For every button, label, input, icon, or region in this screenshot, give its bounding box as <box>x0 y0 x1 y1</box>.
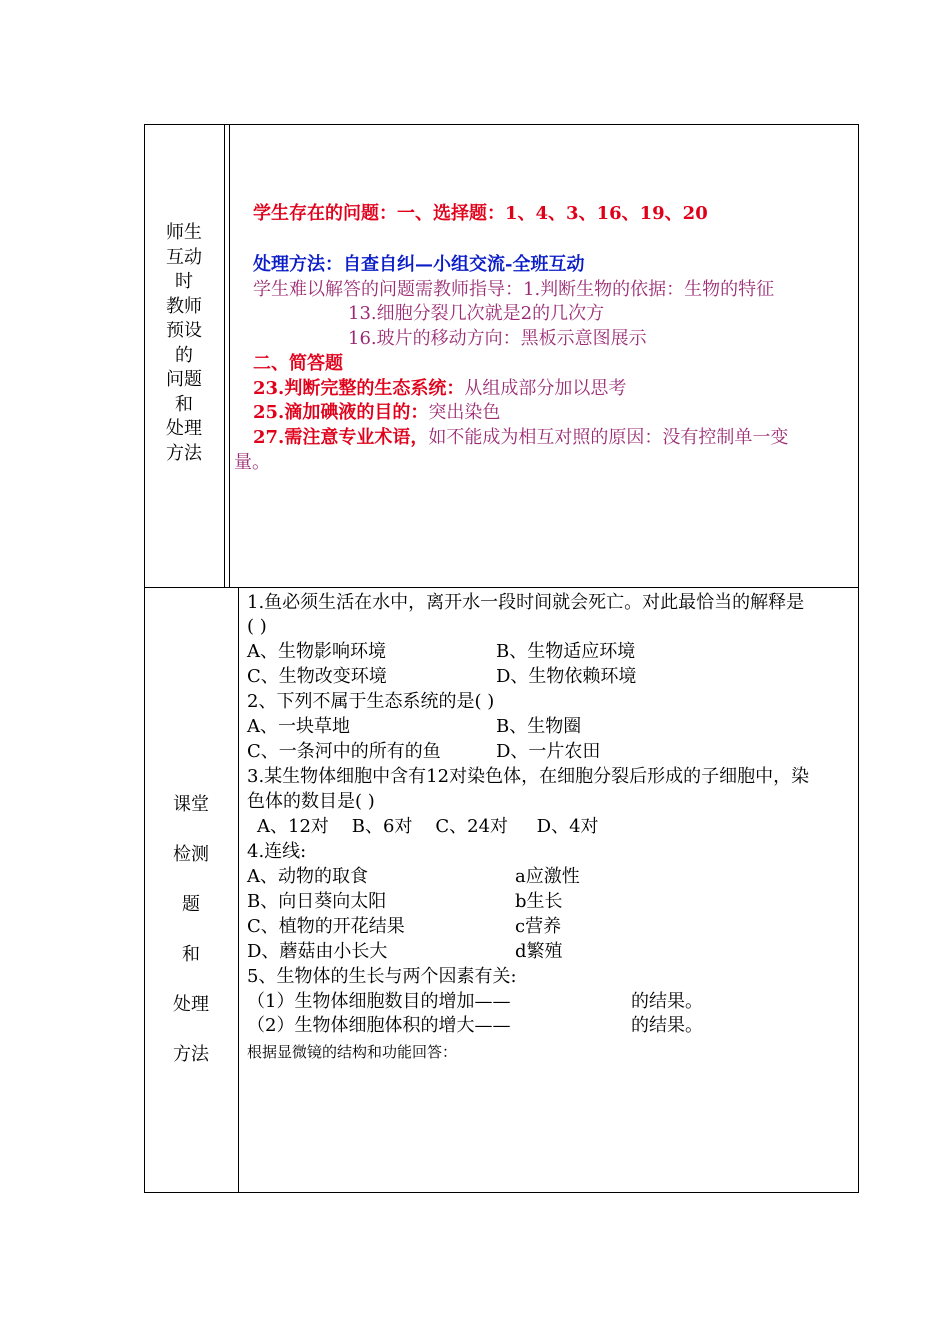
question-5-part-1: （1）生物体细胞数目的增加—— <box>247 991 511 1012</box>
label-line: 互动 <box>166 246 202 268</box>
s25-tail: 突出染色 <box>428 402 501 423</box>
q2-option-b: B、生物圈 <box>496 716 582 737</box>
lower-row-label <box>160 780 222 1080</box>
handling-method: 处理方法：自查自纠—小组交流-全班互动 <box>253 254 585 275</box>
label-line: 课堂 <box>173 794 209 815</box>
label-line: 题 <box>182 894 200 915</box>
match-right-1: a应激性 <box>515 866 580 887</box>
short-answer-25 <box>253 401 500 425</box>
label-line: 问题 <box>166 369 202 390</box>
q2-option-c: C、一条河中的所有的鱼 <box>247 741 441 762</box>
label-line: 检测 <box>173 844 209 865</box>
question-5-part-1-end: 的结果。 <box>631 991 703 1012</box>
q1-option-b: B、生物适应环境 <box>496 641 636 662</box>
row-divider <box>144 587 859 588</box>
label-line: 方法 <box>166 442 202 464</box>
column-divider-upper-inner <box>229 124 230 587</box>
question-3: 3.某生物体细胞中含有12对染色体，在细胞分裂后形成的子细胞中，染 <box>247 766 810 787</box>
question-2: 2、下列不属于生态系统的是( ) <box>247 691 495 712</box>
student-problems: 学生存在的问题：一、选择题：1、4、3、16、19、20 <box>253 203 708 224</box>
short-answer-heading: 二、简答题 <box>253 353 343 374</box>
label-line: 和 <box>175 393 193 415</box>
question-1-blank: ( ) <box>247 616 267 637</box>
question-3-cont: 色体的数目是( ) <box>247 791 375 812</box>
question-5-part-2-end: 的结果。 <box>631 1015 703 1036</box>
short-answer-27 <box>253 426 788 450</box>
question-4: 4.连线: <box>247 841 307 862</box>
s23-tail: 从组成部分加以思考 <box>464 378 627 399</box>
guidance-item-13: 13.细胞分裂几次就是2的几次方 <box>348 303 605 324</box>
label-line: 教师 <box>166 295 202 317</box>
match-left-3: C、植物的开花结果 <box>247 916 405 937</box>
q1-option-d: D、生物依赖环境 <box>496 666 637 687</box>
teacher-guidance: 学生难以解答的问题需教师指导：1.判断生物的依据：生物的特征 <box>253 279 775 300</box>
label-line: 师生 <box>166 222 202 243</box>
question-1: 1.鱼必须生活在水中，离开水一段时间就会死亡。对此最恰当的解释是 <box>247 592 805 613</box>
match-right-2: b生长 <box>515 891 563 912</box>
label-line: 预设 <box>166 320 202 341</box>
question-6: 根据显微镜的结构和功能回答： <box>247 1043 458 1061</box>
label-line: 时 <box>175 271 193 292</box>
match-right-3: c营养 <box>515 916 562 937</box>
q1-option-c: C、生物改变环境 <box>247 666 387 687</box>
match-right-4: d繁殖 <box>515 941 563 962</box>
match-left-2: B、向日葵向太阳 <box>247 891 387 912</box>
match-left-4: D、蘑菇由小长大 <box>247 941 388 962</box>
q2-option-d: D、一片农田 <box>496 741 601 762</box>
column-divider-upper <box>224 124 225 587</box>
s27-tail: 如不能成为相互对照的原因：没有控制单一变 <box>428 427 789 448</box>
label-line: 处理 <box>166 418 202 439</box>
s23-lead: 23.判断完整的生态系统： <box>253 378 465 399</box>
upper-row-label <box>158 221 210 466</box>
guidance-item-16: 16.玻片的移动方向：黑板示意图展示 <box>348 328 647 349</box>
s25-lead: 25.滴加碘液的目的： <box>253 402 429 423</box>
q1-option-a: A、生物影响环境 <box>247 641 386 662</box>
match-left-1: A、动物的取食 <box>247 866 368 887</box>
s27-lead: 27.需注意专业术语， <box>253 427 429 448</box>
label-line: 和 <box>182 944 200 965</box>
question-5: 5、生物体的生长与两个因素有关: <box>247 966 517 987</box>
q3-options: A、12对 B、6对 C、24对 D、4对 <box>257 816 599 837</box>
label-line: 的 <box>175 344 193 366</box>
label-line: 方法 <box>173 1044 209 1065</box>
column-divider-lower <box>238 587 239 1193</box>
short-answer-27-cont: 量。 <box>234 452 270 473</box>
label-line: 处理 <box>173 994 209 1015</box>
short-answer-23 <box>253 377 626 401</box>
q2-option-a: A、一块草地 <box>247 716 350 737</box>
question-5-part-2: （2）生物体细胞体积的增大—— <box>247 1015 511 1036</box>
